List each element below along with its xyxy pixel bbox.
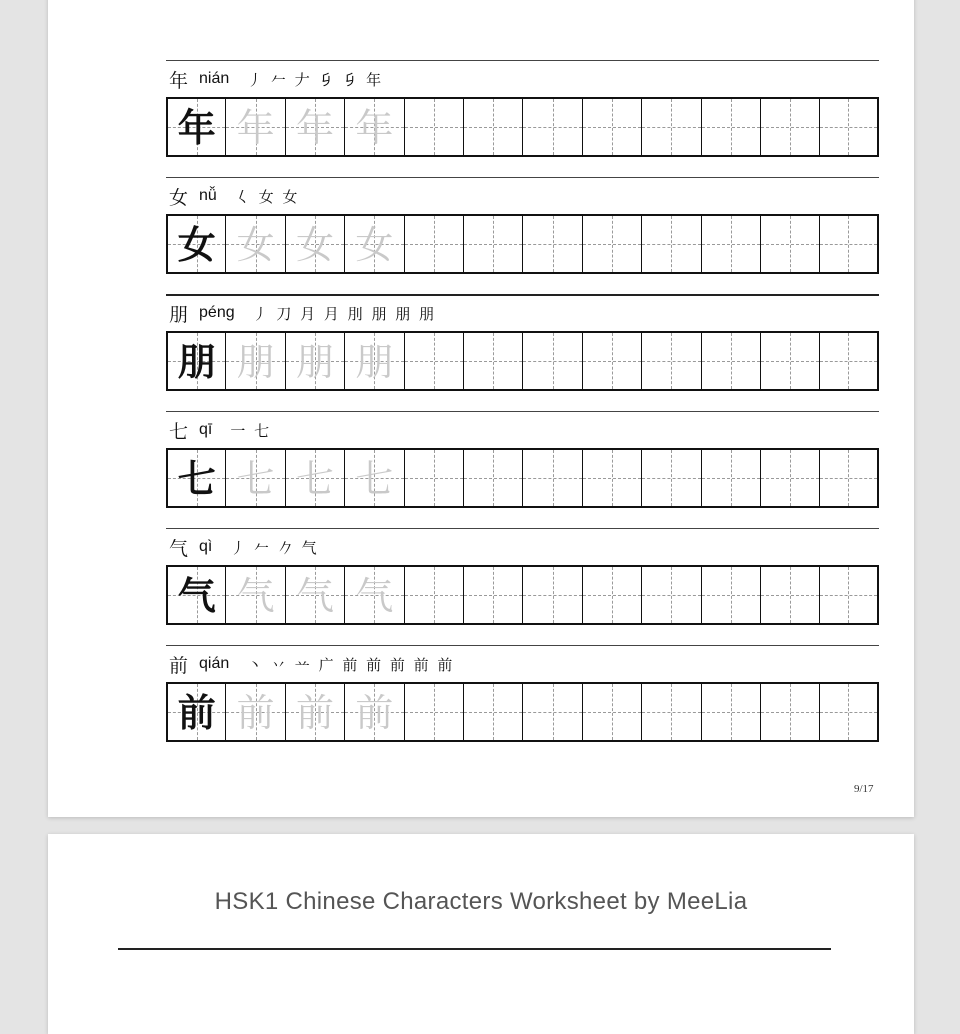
practice-cell [582, 448, 641, 508]
pinyin-label: nián [199, 70, 230, 87]
practice-cell [463, 682, 522, 742]
practice-cell [701, 97, 760, 157]
practice-cell [404, 97, 463, 157]
model-character: 年 [177, 105, 216, 150]
practice-cell [522, 97, 581, 157]
trace-character: 女 [295, 223, 334, 267]
practice-cell [701, 448, 760, 508]
entry-header [166, 301, 436, 325]
entry-divider [166, 60, 879, 61]
trace-cell [225, 448, 284, 508]
pinyin-label: qī [199, 421, 213, 438]
practice-cell [463, 97, 522, 157]
trace-character: 前 [236, 691, 275, 735]
practice-cell [463, 448, 522, 508]
pinyin-label: péng [199, 304, 235, 321]
practice-grid [166, 565, 879, 625]
model-character: 前 [177, 690, 216, 735]
stroke-order: 一 七 [230, 421, 272, 440]
character-label: 气 [169, 537, 189, 560]
entry-divider [166, 645, 879, 646]
practice-cell [463, 214, 522, 274]
entry-header [166, 418, 271, 442]
model-character: 朋 [177, 339, 216, 384]
model-character: 气 [177, 573, 216, 618]
practice-cell [819, 682, 878, 742]
trace-character: 女 [236, 223, 275, 267]
character-label: 朋 [169, 303, 189, 326]
model-cell [166, 97, 225, 157]
trace-cell [285, 214, 344, 274]
practice-cell [522, 565, 581, 625]
model-cell [166, 214, 225, 274]
entry-divider [166, 294, 879, 296]
stroke-order: 丿 𠂉 𠂇 𠂎 𠂎 年 [247, 70, 384, 89]
practice-cell [701, 565, 760, 625]
practice-cell [760, 97, 819, 157]
model-cell [166, 565, 225, 625]
trace-cell [225, 331, 284, 391]
character-label: 女 [169, 186, 189, 209]
trace-character: 女 [355, 223, 394, 267]
trace-cell [344, 97, 403, 157]
practice-cell [760, 331, 819, 391]
practice-cell [641, 682, 700, 742]
pinyin-label: qì [199, 538, 213, 555]
practice-cell [582, 565, 641, 625]
practice-cell [522, 331, 581, 391]
stroke-order: 丶 丷 䒑 广 前 前 前 前 前 [247, 655, 455, 674]
practice-cell [522, 214, 581, 274]
next-worksheet-page [48, 834, 914, 1034]
pinyin-label: nǚ [199, 187, 217, 204]
practice-cell [641, 97, 700, 157]
practice-cell [641, 214, 700, 274]
trace-cell [285, 682, 344, 742]
practice-cell [582, 682, 641, 742]
trace-character: 朋 [355, 340, 394, 384]
trace-character: 七 [236, 457, 275, 501]
practice-cell [819, 97, 878, 157]
practice-grid [166, 97, 879, 157]
practice-cell [404, 565, 463, 625]
trace-character: 七 [355, 457, 394, 501]
practice-cell [819, 448, 878, 508]
practice-cell [760, 565, 819, 625]
page-number: 9/17 [854, 783, 874, 795]
trace-character: 朋 [236, 340, 275, 384]
trace-cell [225, 97, 284, 157]
practice-cell [463, 565, 522, 625]
practice-cell [582, 331, 641, 391]
trace-cell [285, 331, 344, 391]
practice-grid [166, 214, 879, 274]
pinyin-label: qián [199, 655, 230, 672]
trace-cell [344, 682, 403, 742]
trace-cell [225, 214, 284, 274]
practice-grid [166, 448, 879, 508]
model-cell [166, 331, 225, 391]
entry-header [166, 184, 299, 208]
worksheet-title: HSK1 Chinese Characters Worksheet by MeeLia [214, 888, 748, 915]
trace-cell [285, 565, 344, 625]
practice-cell [463, 331, 522, 391]
trace-character: 年 [355, 106, 394, 150]
practice-cell [641, 331, 700, 391]
practice-cell [819, 331, 878, 391]
entry-header [166, 67, 383, 91]
character-label: 七 [169, 420, 189, 443]
stroke-order: 丿 𠂉 𠂊 气 [230, 538, 319, 557]
model-cell [166, 448, 225, 508]
title-divider [118, 948, 831, 950]
practice-cell [760, 448, 819, 508]
practice-cell [760, 214, 819, 274]
entry-header [166, 652, 454, 676]
trace-cell [285, 97, 344, 157]
trace-character: 年 [295, 106, 334, 150]
entry-divider [166, 528, 879, 529]
model-character: 七 [177, 456, 216, 501]
practice-cell [701, 682, 760, 742]
trace-cell [285, 448, 344, 508]
practice-cell [819, 565, 878, 625]
character-label: 前 [169, 654, 189, 677]
model-character: 女 [177, 222, 216, 267]
model-cell [166, 682, 225, 742]
trace-cell [225, 565, 284, 625]
trace-character: 气 [236, 574, 275, 618]
practice-grid [166, 331, 879, 391]
practice-cell [701, 214, 760, 274]
practice-cell [582, 214, 641, 274]
entry-divider [166, 411, 879, 412]
worksheet-page [48, 0, 914, 817]
trace-cell [344, 331, 403, 391]
trace-cell [344, 214, 403, 274]
practice-cell [819, 214, 878, 274]
practice-cell [404, 682, 463, 742]
practice-grid [166, 682, 879, 742]
practice-cell [522, 682, 581, 742]
practice-cell [404, 448, 463, 508]
character-label: 年 [169, 69, 189, 92]
trace-cell [225, 682, 284, 742]
practice-cell [641, 565, 700, 625]
practice-cell [404, 214, 463, 274]
entry-divider [166, 177, 879, 178]
entry-header [166, 535, 319, 559]
trace-character: 前 [295, 691, 334, 735]
practice-cell [582, 97, 641, 157]
trace-cell [344, 448, 403, 508]
trace-character: 前 [355, 691, 394, 735]
practice-cell [641, 448, 700, 508]
practice-cell [404, 331, 463, 391]
practice-cell [701, 331, 760, 391]
trace-character: 气 [295, 574, 334, 618]
stroke-order: 丿 刀 月 月 刖 朋 朋 朋 [252, 304, 436, 323]
practice-cell [522, 448, 581, 508]
trace-character: 朋 [295, 340, 334, 384]
trace-character: 七 [295, 457, 334, 501]
practice-cell [760, 682, 819, 742]
stroke-order: 𡿨 女 女 [234, 187, 300, 206]
trace-character: 气 [355, 574, 394, 618]
trace-cell [344, 565, 403, 625]
trace-character: 年 [236, 106, 275, 150]
